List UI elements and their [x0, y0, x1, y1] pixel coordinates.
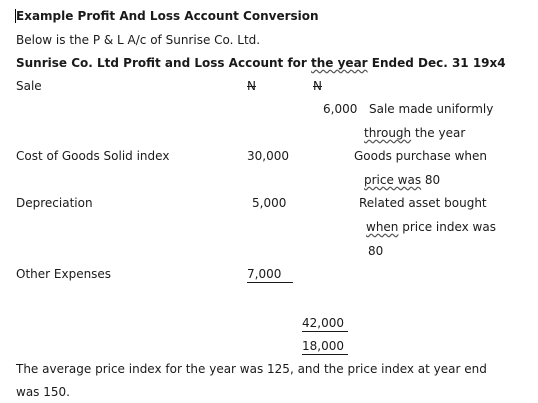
footer-line1: The average price index for the year was 125, and the price index at year end [16, 362, 487, 376]
heading-prefix: Sunrise Co. Ltd Profit and Loss Account for [16, 56, 312, 70]
depreciation-note-wavy: when [366, 220, 399, 234]
cogs-note-wavy: price was [364, 173, 422, 187]
sale-amount: 6,000 [323, 102, 358, 116]
sale-note-wavy: through [364, 126, 412, 140]
cogs-amount: 30,000 [247, 149, 289, 163]
result-amount: 18,000 [302, 339, 348, 355]
depreciation-note-line1: Related asset bought [359, 196, 487, 210]
footer-line2: was 150. [16, 385, 70, 399]
cogs-note-rest: 80 [421, 173, 441, 187]
depreciation-note-line3: 80 [368, 244, 384, 258]
currency-symbol-col1: N [247, 79, 256, 93]
statement-heading [16, 56, 506, 71]
currency-symbol-col2: N [313, 79, 322, 93]
depreciation-note-line2 [366, 220, 496, 235]
depreciation-note-rest: price index was [398, 220, 496, 234]
sale-label: Sale [16, 79, 42, 93]
depreciation-amount: 5,000 [252, 196, 287, 210]
intro-text: Below is the P & L A/c of Sunrise Co. Ltd. [16, 33, 261, 47]
document-title: Example Profit And Loss Account Conversion [16, 9, 319, 23]
sale-note-line1: Sale made uniformly [369, 102, 494, 116]
cogs-note-line1: Goods purchase when [354, 149, 487, 163]
total-expenses-amount: 42,000 [302, 316, 348, 332]
heading-suffix: Ended Dec. 31 19x4 [367, 56, 506, 70]
sale-note-rest: the year [411, 126, 466, 140]
cogs-label: Cost of Goods Solid index [16, 149, 170, 163]
heading-the-year: the year [311, 56, 368, 70]
other-expenses-label: Other Expenses [16, 267, 112, 281]
depreciation-label: Depreciation [16, 196, 93, 210]
sale-note-line2 [364, 126, 465, 141]
cogs-note-line2 [364, 173, 440, 188]
other-expenses-amount: 7,000 [247, 267, 293, 283]
